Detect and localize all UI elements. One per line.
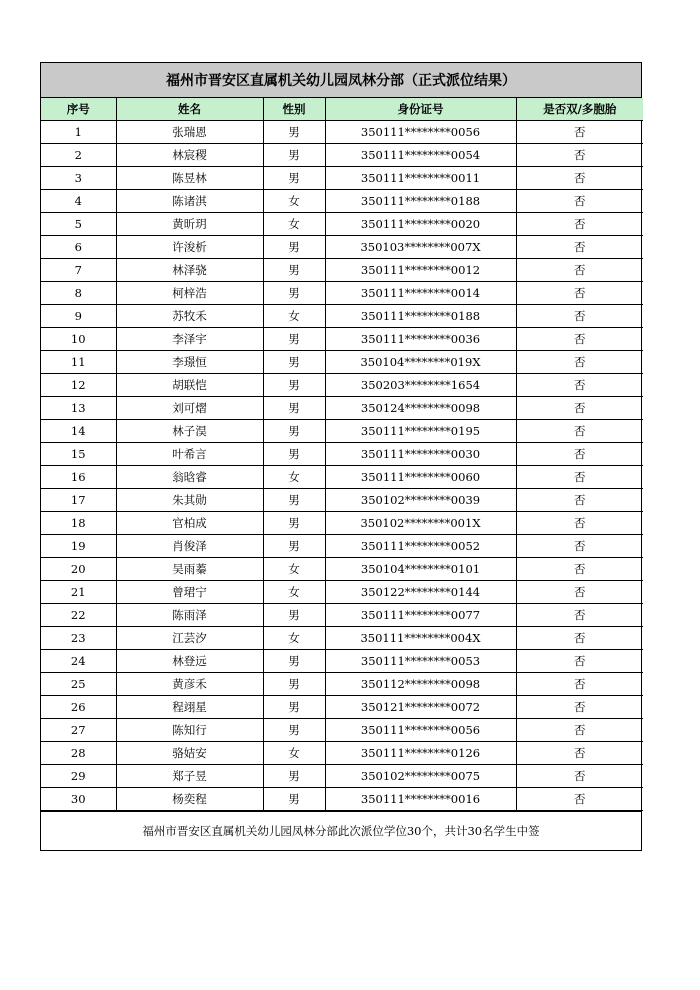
cell-sex: 男 <box>263 351 325 374</box>
table-row <box>41 604 643 627</box>
cell-sex: 男 <box>263 489 325 512</box>
cell-sex: 男 <box>263 144 325 167</box>
cell-number: 29 <box>41 765 116 788</box>
cell-name: 曾珺宁 <box>116 581 263 604</box>
table-row <box>41 742 643 765</box>
cell-sex: 男 <box>263 765 325 788</box>
cell-id-number: 350111********0030 <box>325 443 516 466</box>
cell-number: 5 <box>41 213 116 236</box>
cell-twin-status: 否 <box>516 374 643 397</box>
cell-name: 黄彦禾 <box>116 673 263 696</box>
table-row <box>41 144 643 167</box>
cell-name: 黄昕玥 <box>116 213 263 236</box>
cell-sex: 女 <box>263 627 325 650</box>
cell-name: 朱其勋 <box>116 489 263 512</box>
table-row <box>41 190 643 213</box>
cell-twin-status: 否 <box>516 213 643 236</box>
cell-id-number: 350111********0126 <box>325 742 516 765</box>
cell-number: 26 <box>41 696 116 719</box>
cell-number: 9 <box>41 305 116 328</box>
table-row <box>41 512 643 535</box>
column-header-sex: 性别 <box>263 98 325 121</box>
table-row <box>41 443 643 466</box>
cell-number: 4 <box>41 190 116 213</box>
cell-name: 林泽骁 <box>116 259 263 282</box>
table-row <box>41 627 643 650</box>
cell-twin-status: 否 <box>516 673 643 696</box>
cell-twin-status: 否 <box>516 259 643 282</box>
cell-id-number: 350102********001X <box>325 512 516 535</box>
cell-sex: 男 <box>263 121 325 144</box>
cell-twin-status: 否 <box>516 190 643 213</box>
cell-number: 13 <box>41 397 116 420</box>
cell-id-number: 350111********0060 <box>325 466 516 489</box>
table-row <box>41 167 643 190</box>
column-header-number: 序号 <box>41 98 116 121</box>
table-body <box>41 121 643 811</box>
cell-twin-status: 否 <box>516 558 643 581</box>
cell-twin-status: 否 <box>516 305 643 328</box>
cell-sex: 男 <box>263 328 325 351</box>
cell-sex: 男 <box>263 673 325 696</box>
cell-id-number: 350111********0054 <box>325 144 516 167</box>
cell-name: 刘可熠 <box>116 397 263 420</box>
cell-id-number: 350102********0075 <box>325 765 516 788</box>
cell-name: 许浚析 <box>116 236 263 259</box>
cell-sex: 男 <box>263 512 325 535</box>
cell-name: 李璟恒 <box>116 351 263 374</box>
cell-id-number: 350203********1654 <box>325 374 516 397</box>
cell-twin-status: 否 <box>516 604 643 627</box>
cell-sex: 男 <box>263 374 325 397</box>
cell-twin-status: 否 <box>516 696 643 719</box>
cell-twin-status: 否 <box>516 121 643 144</box>
cell-number: 28 <box>41 742 116 765</box>
cell-twin-status: 否 <box>516 742 643 765</box>
cell-id-number: 350111********0077 <box>325 604 516 627</box>
cell-sex: 男 <box>263 650 325 673</box>
cell-twin-status: 否 <box>516 144 643 167</box>
cell-twin-status: 否 <box>516 328 643 351</box>
cell-number: 3 <box>41 167 116 190</box>
cell-id-number: 350111********0195 <box>325 420 516 443</box>
cell-sex: 男 <box>263 236 325 259</box>
cell-id-number: 350111********0014 <box>325 282 516 305</box>
cell-sex: 女 <box>263 558 325 581</box>
cell-id-number: 350111********0056 <box>325 121 516 144</box>
cell-name: 江芸汐 <box>116 627 263 650</box>
cell-id-number: 350111********0188 <box>325 305 516 328</box>
cell-id-number: 350104********0101 <box>325 558 516 581</box>
cell-id-number: 350111********004X <box>325 627 516 650</box>
cell-id-number: 350111********0188 <box>325 190 516 213</box>
cell-twin-status: 否 <box>516 443 643 466</box>
table-row <box>41 719 643 742</box>
cell-id-number: 350104********019X <box>325 351 516 374</box>
column-header-name: 姓名 <box>116 98 263 121</box>
cell-name: 官柏成 <box>116 512 263 535</box>
cell-twin-status: 否 <box>516 788 643 811</box>
cell-number: 10 <box>41 328 116 351</box>
cell-number: 14 <box>41 420 116 443</box>
table-row <box>41 374 643 397</box>
cell-name: 陈昱林 <box>116 167 263 190</box>
cell-twin-status: 否 <box>516 535 643 558</box>
sheet-title: 福州市晋安区直属机关幼儿园凤林分部（正式派位结果） <box>41 63 641 98</box>
cell-name: 林宸稷 <box>116 144 263 167</box>
cell-name: 杨奕程 <box>116 788 263 811</box>
table-row <box>41 121 643 144</box>
table-row <box>41 236 643 259</box>
footer-note: 福州市晋安区直属机关幼儿园凤林分部此次派位学位30个，共计30名学生中签 <box>41 811 641 850</box>
cell-sex: 男 <box>263 535 325 558</box>
table-row <box>41 650 643 673</box>
cell-twin-status: 否 <box>516 581 643 604</box>
cell-number: 22 <box>41 604 116 627</box>
cell-number: 7 <box>41 259 116 282</box>
cell-name: 骆姞安 <box>116 742 263 765</box>
cell-name: 张瑞恩 <box>116 121 263 144</box>
table-row <box>41 466 643 489</box>
cell-sex: 男 <box>263 420 325 443</box>
cell-sex: 男 <box>263 788 325 811</box>
table-row <box>41 305 643 328</box>
cell-twin-status: 否 <box>516 466 643 489</box>
result-sheet <box>40 62 642 851</box>
table-row <box>41 673 643 696</box>
cell-name: 柯梓浩 <box>116 282 263 305</box>
cell-twin-status: 否 <box>516 397 643 420</box>
cell-number: 16 <box>41 466 116 489</box>
cell-id-number: 350111********0052 <box>325 535 516 558</box>
cell-twin-status: 否 <box>516 420 643 443</box>
cell-name: 苏牧禾 <box>116 305 263 328</box>
cell-twin-status: 否 <box>516 236 643 259</box>
cell-sex: 女 <box>263 190 325 213</box>
cell-number: 17 <box>41 489 116 512</box>
cell-sex: 女 <box>263 305 325 328</box>
cell-number: 27 <box>41 719 116 742</box>
cell-sex: 男 <box>263 167 325 190</box>
cell-id-number: 350111********0012 <box>325 259 516 282</box>
cell-name: 肖俊泽 <box>116 535 263 558</box>
header-row <box>41 98 643 121</box>
table-row <box>41 558 643 581</box>
result-table <box>41 98 643 811</box>
cell-id-number: 350102********0039 <box>325 489 516 512</box>
cell-twin-status: 否 <box>516 167 643 190</box>
cell-sex: 男 <box>263 604 325 627</box>
table-row <box>41 420 643 443</box>
cell-number: 6 <box>41 236 116 259</box>
cell-sex: 女 <box>263 466 325 489</box>
table-row <box>41 259 643 282</box>
cell-sex: 男 <box>263 719 325 742</box>
cell-id-number: 350111********0011 <box>325 167 516 190</box>
table-row <box>41 282 643 305</box>
table-row <box>41 351 643 374</box>
cell-sex: 男 <box>263 397 325 420</box>
cell-id-number: 350124********0098 <box>325 397 516 420</box>
cell-twin-status: 否 <box>516 719 643 742</box>
cell-number: 18 <box>41 512 116 535</box>
cell-number: 1 <box>41 121 116 144</box>
cell-name: 叶希言 <box>116 443 263 466</box>
table-row <box>41 397 643 420</box>
cell-twin-status: 否 <box>516 627 643 650</box>
cell-twin-status: 否 <box>516 765 643 788</box>
cell-number: 2 <box>41 144 116 167</box>
cell-sex: 男 <box>263 443 325 466</box>
cell-name: 吴雨蓁 <box>116 558 263 581</box>
cell-number: 15 <box>41 443 116 466</box>
column-header-id: 身份证号 <box>325 98 516 121</box>
cell-id-number: 350111********0056 <box>325 719 516 742</box>
column-header-twin: 是否双/多胞胎 <box>516 98 643 121</box>
cell-number: 23 <box>41 627 116 650</box>
cell-name: 翁晗睿 <box>116 466 263 489</box>
cell-sex: 男 <box>263 259 325 282</box>
table-row <box>41 696 643 719</box>
cell-number: 19 <box>41 535 116 558</box>
cell-id-number: 350111********0036 <box>325 328 516 351</box>
table-row <box>41 765 643 788</box>
cell-name: 陈雨泽 <box>116 604 263 627</box>
cell-number: 21 <box>41 581 116 604</box>
cell-number: 20 <box>41 558 116 581</box>
cell-twin-status: 否 <box>516 282 643 305</box>
cell-number: 12 <box>41 374 116 397</box>
table-row <box>41 489 643 512</box>
cell-name: 林子淏 <box>116 420 263 443</box>
cell-number: 25 <box>41 673 116 696</box>
cell-name: 胡联恺 <box>116 374 263 397</box>
cell-id-number: 350112********0098 <box>325 673 516 696</box>
table-row <box>41 788 643 811</box>
cell-name: 陈诸淇 <box>116 190 263 213</box>
table-row <box>41 535 643 558</box>
cell-id-number: 350111********0016 <box>325 788 516 811</box>
cell-id-number: 350122********0144 <box>325 581 516 604</box>
cell-name: 林登远 <box>116 650 263 673</box>
cell-number: 24 <box>41 650 116 673</box>
cell-name: 程翊星 <box>116 696 263 719</box>
cell-id-number: 350111********0020 <box>325 213 516 236</box>
cell-number: 8 <box>41 282 116 305</box>
cell-number: 30 <box>41 788 116 811</box>
cell-id-number: 350121********0072 <box>325 696 516 719</box>
cell-sex: 男 <box>263 696 325 719</box>
cell-name: 陈知行 <box>116 719 263 742</box>
cell-name: 郑子昱 <box>116 765 263 788</box>
cell-twin-status: 否 <box>516 351 643 374</box>
table-row <box>41 213 643 236</box>
cell-name: 李泽宇 <box>116 328 263 351</box>
cell-sex: 女 <box>263 581 325 604</box>
cell-id-number: 350103********007X <box>325 236 516 259</box>
cell-sex: 女 <box>263 213 325 236</box>
cell-sex: 女 <box>263 742 325 765</box>
cell-twin-status: 否 <box>516 512 643 535</box>
table-row <box>41 328 643 351</box>
cell-id-number: 350111********0053 <box>325 650 516 673</box>
cell-twin-status: 否 <box>516 489 643 512</box>
cell-number: 11 <box>41 351 116 374</box>
cell-sex: 男 <box>263 282 325 305</box>
cell-twin-status: 否 <box>516 650 643 673</box>
table-row <box>41 581 643 604</box>
